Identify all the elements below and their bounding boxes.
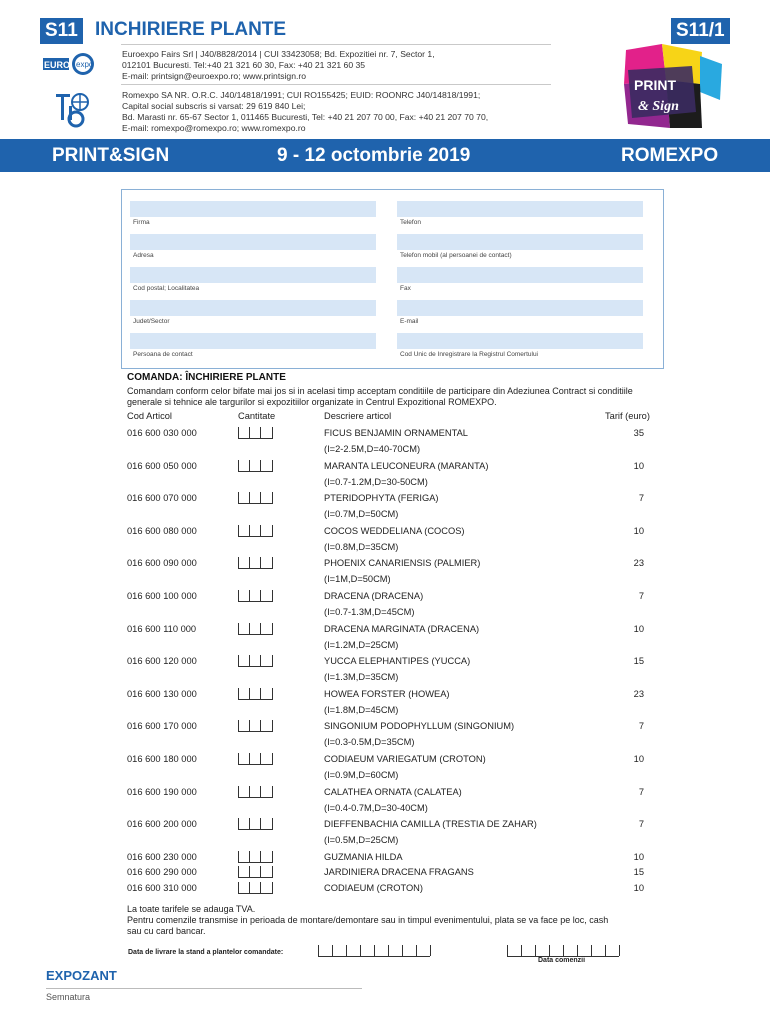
page-title: INCHIRIERE PLANTE xyxy=(95,19,287,40)
item-code: 016 600 190 000 xyxy=(127,786,197,797)
quantity-input[interactable] xyxy=(238,720,273,732)
item-code: 016 600 130 000 xyxy=(127,688,197,699)
print-sign-logo xyxy=(622,44,732,132)
quantity-input[interactable] xyxy=(238,655,273,667)
form-field-left-3[interactable] xyxy=(130,300,376,316)
item-dimensions: (I=0.4-0.7M,D=30-40CM) xyxy=(324,802,428,813)
page-code-badge: S11/1 xyxy=(671,18,730,44)
item-price: 35 xyxy=(633,428,644,438)
item-price: 10 xyxy=(633,754,644,764)
item-price: 15 xyxy=(633,867,644,878)
form-field-label: Fax xyxy=(400,285,411,292)
item-price: 10 xyxy=(633,460,644,471)
delivery-date-label: Data de livrare la stand a plantelor comandate: xyxy=(128,949,284,956)
quantity-input[interactable] xyxy=(238,786,273,798)
item-code: 016 600 100 000 xyxy=(127,591,197,601)
item-code: 016 600 170 000 xyxy=(127,721,197,732)
form-field-right-4[interactable] xyxy=(397,333,643,349)
quantity-input[interactable] xyxy=(238,492,273,504)
item-price: 7 xyxy=(638,493,644,504)
form-field-label: Cod postal; Localitatea xyxy=(133,285,200,292)
column-header-code: Cod Articol xyxy=(127,411,172,421)
euroexpo-company-info: Euroexpo Fairs Srl | J40/8828/2014 | CUI 33423058; Bd. Expozitiei nr. 7, Sector 1, 012101 Bucuresti. Tel:+40 21 321 60 30, Fax: +40 21 321 60 35 E-mail: printsign@euroexpo.ro; www.printsign.ro xyxy=(122,49,435,81)
item-price: 10 xyxy=(633,883,644,893)
item-name: MARANTA LEUCONEURA (MARANTA) xyxy=(324,460,489,471)
header-divider-2 xyxy=(121,84,551,85)
item-name: FICUS BENJAMIN ORNAMENTAL xyxy=(324,428,468,438)
item-name: CODIAEUM (CROTON) xyxy=(324,883,423,893)
payment-note-line-2: sau cu card bancar. xyxy=(127,926,206,936)
banner-venue: ROMEXPO xyxy=(621,145,719,166)
item-name: JARDINIERA DRACENA FRAGANS xyxy=(324,867,474,878)
svg-text:EURO: EURO xyxy=(44,60,71,70)
payment-note-line-1: Pentru comenzile transmise in perioada de montare/demontare sau in timpul evenimentului, plata se va face pe loc, cash xyxy=(127,915,609,925)
column-header-quantity: Cantitate xyxy=(238,411,276,421)
item-name: CODIAEUM VARIEGATUM (CROTON) xyxy=(324,754,486,764)
item-code: 016 600 110 000 xyxy=(127,623,197,634)
form-field-left-2[interactable] xyxy=(130,267,376,283)
form-field-label: Judet/Sector xyxy=(133,318,170,325)
form-field-right-2[interactable] xyxy=(397,267,643,283)
romexpo-logo xyxy=(52,90,98,130)
item-code: 016 600 050 000 xyxy=(127,460,197,471)
form-field-right-1[interactable] xyxy=(397,234,643,250)
item-price: 10 xyxy=(633,525,644,536)
item-name: SINGONIUM PODOPHYLLUM (SINGONIUM) xyxy=(324,721,515,732)
item-code: 016 600 120 000 xyxy=(127,656,197,667)
header-divider xyxy=(121,44,551,45)
item-name: HOWEA FORSTER (HOWEA) xyxy=(324,688,450,699)
item-code: 016 600 070 000 xyxy=(127,493,197,504)
item-price: 7 xyxy=(638,721,644,732)
item-dimensions: (I=1M,D=50CM) xyxy=(324,574,391,585)
item-dimensions: (I=0.8M,D=35CM) xyxy=(324,541,399,552)
banner-event-name: PRINT&SIGN xyxy=(52,145,170,166)
item-price: 7 xyxy=(638,786,644,797)
form-field-left-0[interactable] xyxy=(130,201,376,217)
item-name: YUCCA ELEPHANTIPES (YUCCA) xyxy=(324,656,471,667)
quantity-input[interactable] xyxy=(238,427,273,439)
item-dimensions: (I=0.9M,D=60CM) xyxy=(324,770,399,780)
form-field-label: Telefon xyxy=(400,219,421,226)
quantity-input[interactable] xyxy=(238,882,273,894)
order-intro xyxy=(127,386,667,408)
item-name: DRACENA MARGINATA (DRACENA) xyxy=(324,623,480,634)
item-dimensions: (I=0.7M,D=50CM) xyxy=(324,509,399,520)
item-price: 23 xyxy=(633,688,644,699)
form-field-left-4[interactable] xyxy=(130,333,376,349)
item-code: 016 600 310 000 xyxy=(127,883,197,893)
euroexpo-logo xyxy=(43,52,109,76)
item-price: 10 xyxy=(633,623,644,634)
item-code: 016 600 290 000 xyxy=(127,867,197,878)
quantity-input[interactable] xyxy=(238,688,273,700)
item-price: 23 xyxy=(633,558,644,569)
item-price: 7 xyxy=(638,819,644,830)
form-field-right-0[interactable] xyxy=(397,201,643,217)
item-dimensions: (I=2-2.5M,D=40-70CM) xyxy=(324,444,421,454)
quantity-input[interactable] xyxy=(238,866,273,878)
quantity-input[interactable] xyxy=(238,851,273,863)
item-price: 15 xyxy=(633,656,644,667)
quantity-input[interactable] xyxy=(238,525,273,537)
item-name: PHOENIX CANARIENSIS (PALMIER) xyxy=(324,558,481,569)
quantity-input[interactable] xyxy=(238,753,273,765)
item-dimensions: (I=0.5M,D=25CM) xyxy=(324,835,399,846)
item-name: GUZMANIA HILDA xyxy=(324,851,403,862)
form-field-left-1[interactable] xyxy=(130,234,376,250)
signature-line xyxy=(46,988,362,989)
item-code: 016 600 030 000 xyxy=(127,428,197,438)
quantity-input[interactable] xyxy=(238,590,273,602)
item-name: DRACENA (DRACENA) xyxy=(324,591,424,601)
column-header-price: Tarif (euro) xyxy=(605,411,650,421)
column-header-description: Descriere articol xyxy=(324,411,392,421)
svg-text:expo: expo xyxy=(76,60,94,69)
romexpo-company-info: Romexpo SA NR. O.R.C. J40/14818/1991; CUI RO155425; EUID: ROONRC J40/14818/1991; Capital social subscris si varsat: 29 619 840 Lei; Bd. Marasti nr. 65-67 Sector 1, 011465 Bucuresti, Tel: +40 21 207 70 00, Fax: +40 21 207 70 70, E-mail: romexpo@romexpo.ro; www.romexpo.ro xyxy=(122,90,489,133)
exhibitor-heading: EXPOZANT xyxy=(46,968,117,983)
order-section-title: COMANDA: ÎNCHIRIERE PLANTE xyxy=(127,372,286,383)
order-date-label: Data comenzii xyxy=(538,957,586,964)
form-field-label: Firma xyxy=(133,219,150,226)
logo-sign-text: & Sign xyxy=(638,99,679,114)
item-dimensions: (I=0.7-1.3M,D=45CM) xyxy=(324,607,415,617)
form-field-label: Persoana de contact xyxy=(133,351,193,358)
item-dimensions: (I=1.8M,D=45CM) xyxy=(324,704,399,715)
quantity-input[interactable] xyxy=(238,818,273,830)
order-intro-line-1: Comandam conform celor bifate mai jos si in acelasi timp acceptam conditiile de participare din Adeziunea Contract si conditiile xyxy=(127,386,633,396)
section-code-badge: S11 xyxy=(40,18,83,44)
vat-note: La toate tarifele se adauga TVA. xyxy=(127,904,256,914)
form-field-label: Cod Unic de Inregistrare la Registrul Comertului xyxy=(400,351,539,358)
quantity-input[interactable] xyxy=(238,623,273,635)
item-dimensions: (I=1.2M,D=25CM) xyxy=(324,639,399,650)
form-field-right-3[interactable] xyxy=(397,300,643,316)
delivery-date-input[interactable] xyxy=(318,945,430,957)
item-dimensions: (I=1.3M,D=35CM) xyxy=(324,672,399,683)
logo-print-text: PRINT xyxy=(634,77,676,93)
footer-notes xyxy=(127,904,667,937)
item-code: 016 600 200 000 xyxy=(127,819,197,830)
quantity-input[interactable] xyxy=(238,460,273,472)
form-field-label: E-mail xyxy=(400,318,419,325)
item-code: 016 600 180 000 xyxy=(127,754,197,764)
item-name: DIEFFENBACHIA CAMILLA (TRESTIA DE ZAHAR) xyxy=(324,819,537,830)
form-field-label: Adresa xyxy=(133,252,154,259)
item-dimensions: (I=0.7-1.2M,D=30-50CM) xyxy=(324,476,428,487)
item-price: 7 xyxy=(638,591,644,601)
order-date-input[interactable] xyxy=(507,945,619,957)
item-price: 10 xyxy=(633,851,644,862)
order-intro-line-2: generale si tehnice ale targurilor si expozitiilor organizate in Centrul Expozitional ROMEXPO. xyxy=(127,397,497,407)
item-name: CALATHEA ORNATA (CALATEA) xyxy=(324,786,462,797)
item-name: PTERIDOPHYTA (FERIGA) xyxy=(324,493,439,504)
quantity-input[interactable] xyxy=(238,557,273,569)
event-banner xyxy=(0,139,770,172)
signature-label: Semnatura xyxy=(46,992,91,1002)
item-dimensions: (I=0.3-0.5M,D=35CM) xyxy=(324,737,415,748)
item-code: 016 600 080 000 xyxy=(127,525,197,536)
item-name: COCOS WEDDELIANA (COCOS) xyxy=(324,525,465,536)
item-code: 016 600 090 000 xyxy=(127,558,197,569)
form-field-label: Telefon mobil (al persoanei de contact) xyxy=(400,252,512,259)
banner-event-dates: 9 - 12 octombrie 2019 xyxy=(277,145,471,166)
item-code: 016 600 230 000 xyxy=(127,851,197,862)
